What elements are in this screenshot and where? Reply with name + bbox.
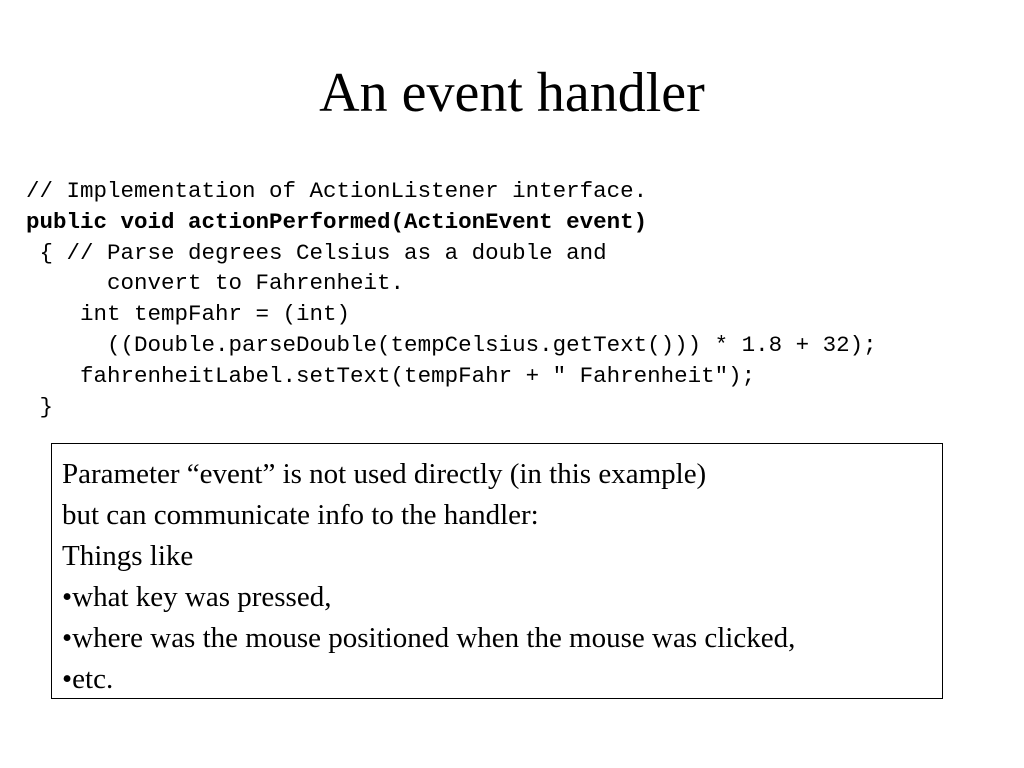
code-method-signature: public void actionPerformed(ActionEvent event) [26,208,648,235]
code-line: convert to Fahrenheit. [26,270,405,297]
code-line: { // Parse degrees Celsius as a double and [26,239,607,266]
code-comment-line: // Implementation of ActionListener interface. [26,178,648,204]
note-line: Things like [62,540,194,572]
note-bullet: •etc. [62,663,114,695]
note-box [51,443,943,699]
note-line: Parameter “event” is not used directly (in this example) [62,458,707,490]
code-line: fahrenheitLabel.setText(tempFahr + " Fahrenheit"); [26,362,756,389]
code-line: int tempFahr = (int) [26,301,351,328]
note-bullet: •what key was pressed, [62,581,332,613]
code-line: ((Double.parseDouble(tempCelsius.getText())) * 1.8 + 32); [26,331,877,358]
slide-title: An event handler [319,62,705,124]
code-block [26,176,1016,422]
note-bullet: •where was the mouse positioned when the mouse was clicked, [62,622,796,654]
note-line: but can communicate info to the handler: [62,499,539,531]
code-closing-brace: } [26,393,54,420]
